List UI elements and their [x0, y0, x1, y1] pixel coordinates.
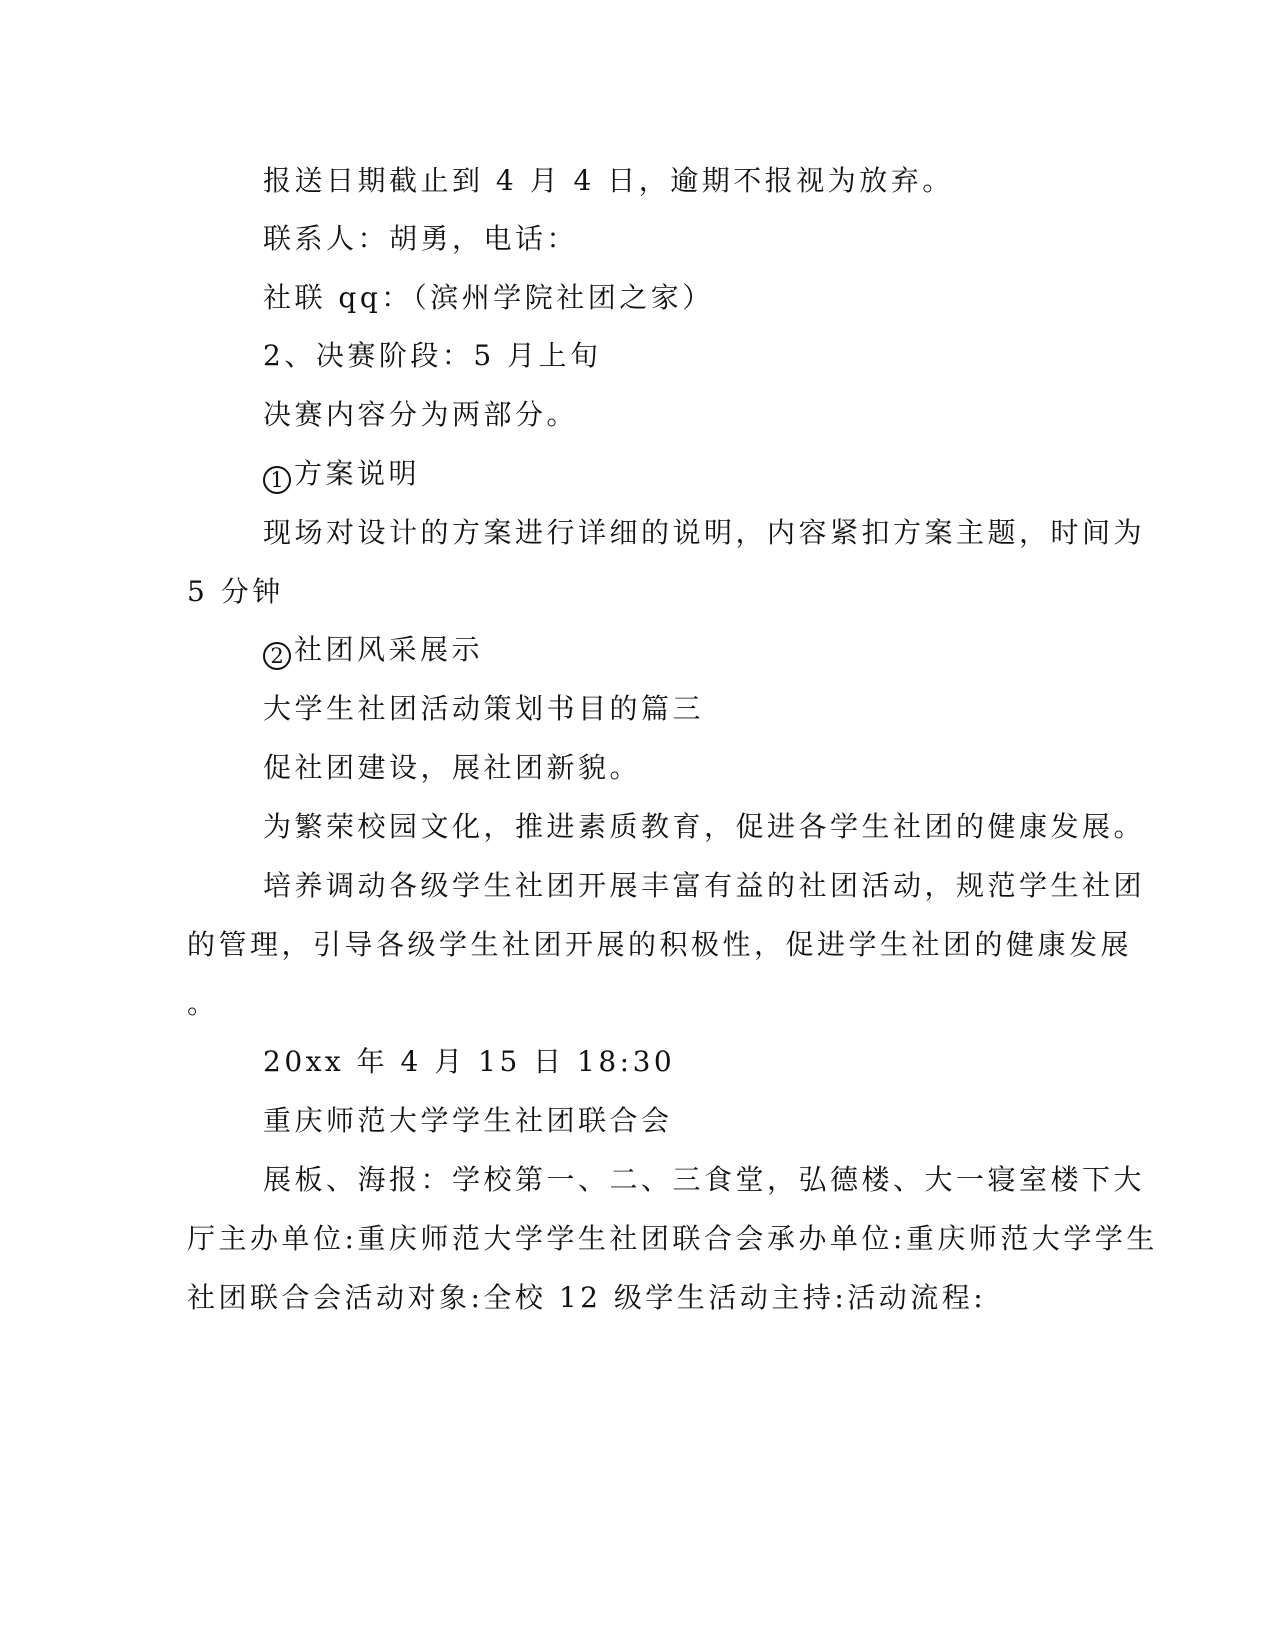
- paragraph-organizer: 重庆师范大学学生社团联合会: [263, 1104, 673, 1137]
- circled-number-1: 1: [263, 466, 291, 494]
- paragraph-contact: 联系人：胡勇，电话：: [263, 222, 579, 255]
- paragraph-qq: 社联 qq：（滨州学院社团之家）: [263, 281, 714, 314]
- paragraph-plan-detail: 现场对设计的方案进行详细的说明，内容紧扣方案主题，时间为: [263, 516, 1146, 549]
- paragraph-goal-end: 。: [187, 987, 219, 1020]
- paragraph-deadline: 报送日期截止到 4 月 4 日，逾期不报视为放弃。: [263, 164, 954, 197]
- paragraph-purpose: 为繁荣校园文化，推进素质教育，促进各学生社团的健康发展。: [263, 810, 1146, 843]
- paragraph-venue: 展板、海报：学校第一、二、三食堂，弘德楼、大一寝室楼下大: [263, 1163, 1146, 1196]
- paragraph-participants: 社团联合会活动对象:全校 12 级学生活动主持:活动流程:: [187, 1281, 987, 1314]
- paragraph-plan-detail-continued: 5 分钟: [187, 575, 284, 608]
- paragraph-goal: 培养调动各级学生社团开展丰富有益的社团活动，规范学生社团: [263, 869, 1146, 902]
- heading-final-stage: 2、决赛阶段：5 月上旬: [263, 339, 602, 372]
- list-item-plan-explanation: [0, 454, 1275, 494]
- paragraph-final-content: 决赛内容分为两部分。: [263, 398, 579, 431]
- list-item-text: 社团风采展示: [294, 633, 484, 666]
- list-item-club-showcase: [0, 630, 1275, 670]
- section-title: 大学生社团活动策划书目的篇三: [263, 692, 705, 725]
- paragraph-venue-continued: 厅主办单位:重庆师范大学学生社团联合会承办单位:重庆师范大学学生: [187, 1222, 1158, 1255]
- paragraph-date-time: 20xx 年 4 月 15 日 18:30: [263, 1045, 676, 1078]
- paragraph-goal-continued: 的管理，引导各级学生社团开展的积极性，促进学生社团的健康发展: [187, 928, 1133, 961]
- list-item-text: 方案说明: [294, 457, 421, 490]
- circled-number-2: 2: [263, 642, 291, 670]
- paragraph-slogan: 促社团建设，展社团新貌。: [263, 751, 642, 784]
